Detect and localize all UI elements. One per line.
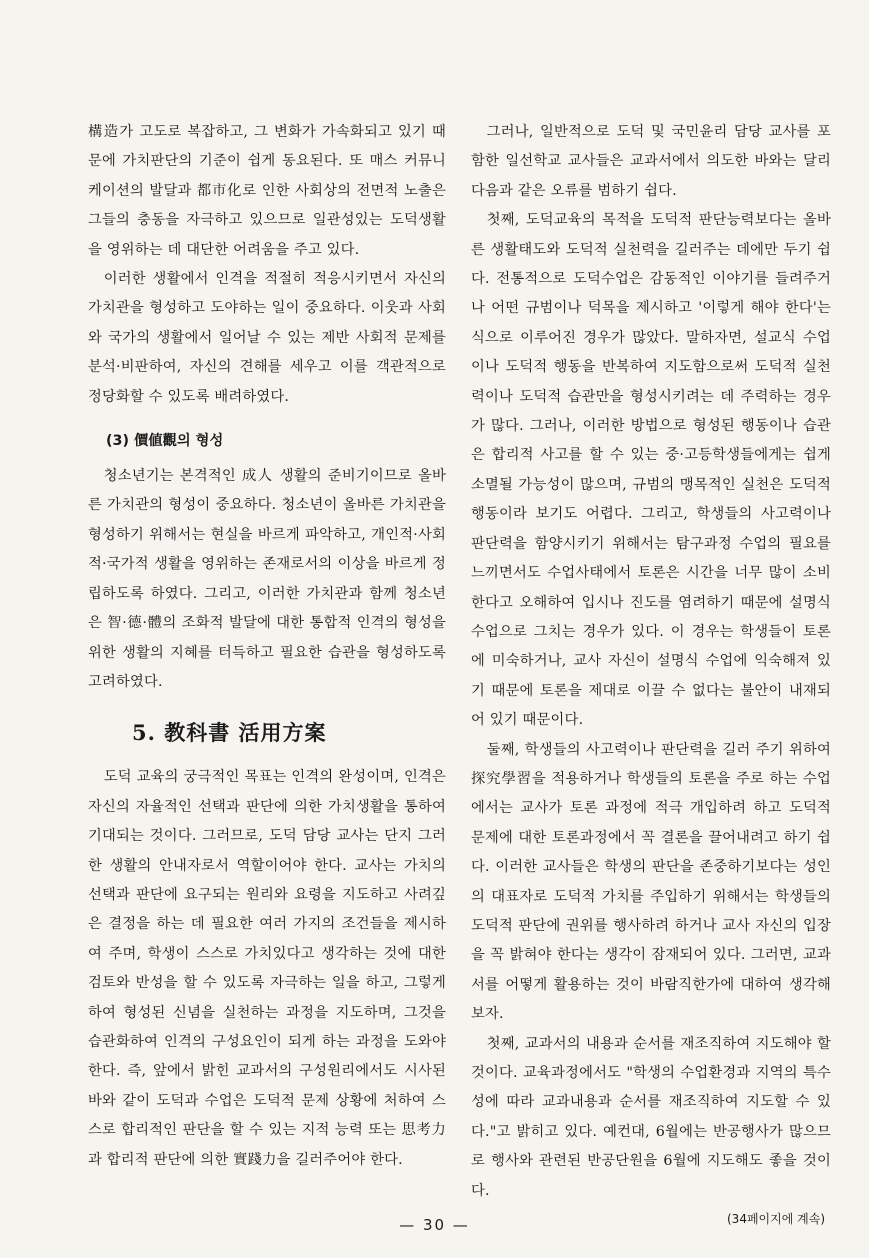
subsection-heading: (3) 價値觀의 형성 [106, 433, 224, 450]
section-title: 5. 教科書 活用方案 [132, 720, 327, 746]
left-column [88, 118, 446, 1175]
right-paragraph-3: 둘째, 학생들의 사고력이나 판단력을 길러 주기 위하여 探究學習을 적용하거나 학생들의 토론을 주로 하는 수업에서는 교사가 토론 과정에 적극 개입하려 하고 도덕적 문제에 대한 토론과정에서 꼭 결론을 끌어내려고 하기 쉽다. 이러한 교사들은 학생의 판단을 존중하기보다는 성인의 대표자로 도덕적 가치를 주입하기 위해서는 학생들의 도덕적 판단에 권위를 행사하려 하거나 교사 자신의 입장을 꼭 밝혀야 한다는 생각이 잠재되어 있다. 그러면, 교과서를 어떻게 활용하는 것이 바람직한가에 대하여 생각해 보자. [471, 741, 831, 1023]
page-number: — 30 — [399, 1216, 470, 1234]
continued-note: (34페이지에 계속) [727, 1212, 825, 1227]
right-paragraph-4: 첫째, 교과서의 내용과 순서를 재조직하여 지도해야 할 것이다. 교육과정에서도 "학생의 수업환경과 지역의 특수성에 따라 교과내용과 순서를 재조직하여 지도할 수 있다."고 밝히고 있다. 예컨대, 6월에는 반공행사가 많으므로 행사와 관련된 반공단원을 6월에 지도해도 좋을 것이다. [471, 1035, 831, 1199]
column-gutter [458, 118, 459, 1208]
left-paragraph-3: 청소년기는 본격적인 成人 생활의 준비기이므로 올바른 가치관의 형성이 중요하다. 청소년이 올바른 가치관을 형성하기 위해서는 현실을 바르게 파악하고, 개인적·사회적·국가적 생활을 영위하는 존재로서의 이상을 바르게 정립하도록 하였다. 그리고, 이러한 가치관과 함께 청소년은 智·德·體의 조화적 발달에 대한 통합적 인격의 형성을 위한 생활의 지혜를 터득하고 필요한 습관을 형성하도록 고려하였다. [88, 468, 446, 690]
left-paragraph-2: 이러한 생활에서 인격을 적절히 적응시키면서 자신의 가치관을 형성하고 도야하는 일이 중요하다. 이웃과 사회와 국가의 생활에서 일어날 수 있는 제반 사회적 문제를 분석·비판하여, 자신의 견해를 세우고 이를 객관적으로 정당화할 수 있도록 배려하였다. [88, 271, 446, 405]
right-paragraph-1: 그러나, 일반적으로 도덕 및 국민윤리 담당 교사를 포함한 일선학교 교사들은 교과서에서 의도한 바와는 달리 다음과 같은 오류를 범하기 쉽다. [471, 124, 831, 199]
right-paragraph-2: 첫째, 도덕교육의 목적을 도덕적 판단능력보다는 올바른 생활태도와 도덕적 실천력을 길러주는 데에만 두기 쉽다. 전통적으로 도덕수업은 감동적인 이야기를 들려주거나 어떤 규범이나 덕목을 제시하고 '이렇게 해야 한다'는 식으로 이루어진 경우가 많았다. 말하자면, 설교식 수업이나 도덕적 행동을 반복하여 지도함으로써 도덕적 실천력이나 도덕적 습관만을 형성시키려는 데 주력하는 경우가 많다. 그러나, 이러한 방법으로 형성된 행동이나 습관은 합리적 사고를 할 수 있는 중·고등학생들에게는 쉽게 소멸될 가능성이 많으며, 규범의 맹목적인 실천은 도덕적 행동이라 보기도 어렵다. 그리고, 학생들의 사고력이나 판단력을 함양시키기 위해서는 탐구과정 수업의 필요를 느끼면서도 수업사태에서 토론은 시간을 너무 많이 소비한다고 오해하여 입시나 진도를 염려하기 때문에 설명식 수업으로 그치는 경우가 있다. 이 경우는 학생들이 토론에 미숙하거나, 교사 자신이 설명식 수업에 익숙해져 있기 때문에 토론을 제대로 이끌 수 없다는 불안이 내재되어 있기 때문이다. [471, 212, 831, 729]
right-column [471, 118, 831, 1228]
left-paragraph-4: 도덕 교육의 궁극적인 목표는 인격의 완성이며, 인격은 자신의 자율적인 선택과 판단에 의한 가치생활을 통하여 기대되는 것이다. 그러므로, 도덕 담당 교사는 단지 그러한 생활의 안내자로서 역할이어야 한다. 교사는 가치의 선택과 판단에 요구되는 원리와 요령을 지도하고 사려깊은 결정을 하는 데 필요한 여러 가지의 조건들을 제시하여 주며, 학생이 스스로 가치있다고 생각하는 것에 대한 검토와 반성을 할 수 있도록 자극하는 일을 하고, 그렇게 하여 형성된 신념을 실천하는 과정을 지도하며, 그것을 습관화하여 인격의 구성요인이 되게 하는 과정을 도와야 한다. 즉, 앞에서 밝힌 교과서의 구성원리에서도 시사된 바와 같이 도덕과 수업은 도덕적 문제 상황에 처하여 스스로 합리적인 판단을 할 수 있는 지적 능력 또는 思考力과 합리적 판단에 의한 實踐力을 길러주어야 한다. [88, 769, 446, 1168]
left-paragraph-1: 構造가 고도로 복잡하고, 그 변화가 가속화되고 있기 때문에 가치판단의 기준이 쉽게 동요된다. 또 매스 커뮤니케이션의 발달과 都市化로 인한 사회상의 전면적 노출은 그들의 충동을 자극하고 있으므로 일관성있는 도덕생활을 영위하는 데 대단한 어려움을 주고 있다. [88, 124, 446, 258]
